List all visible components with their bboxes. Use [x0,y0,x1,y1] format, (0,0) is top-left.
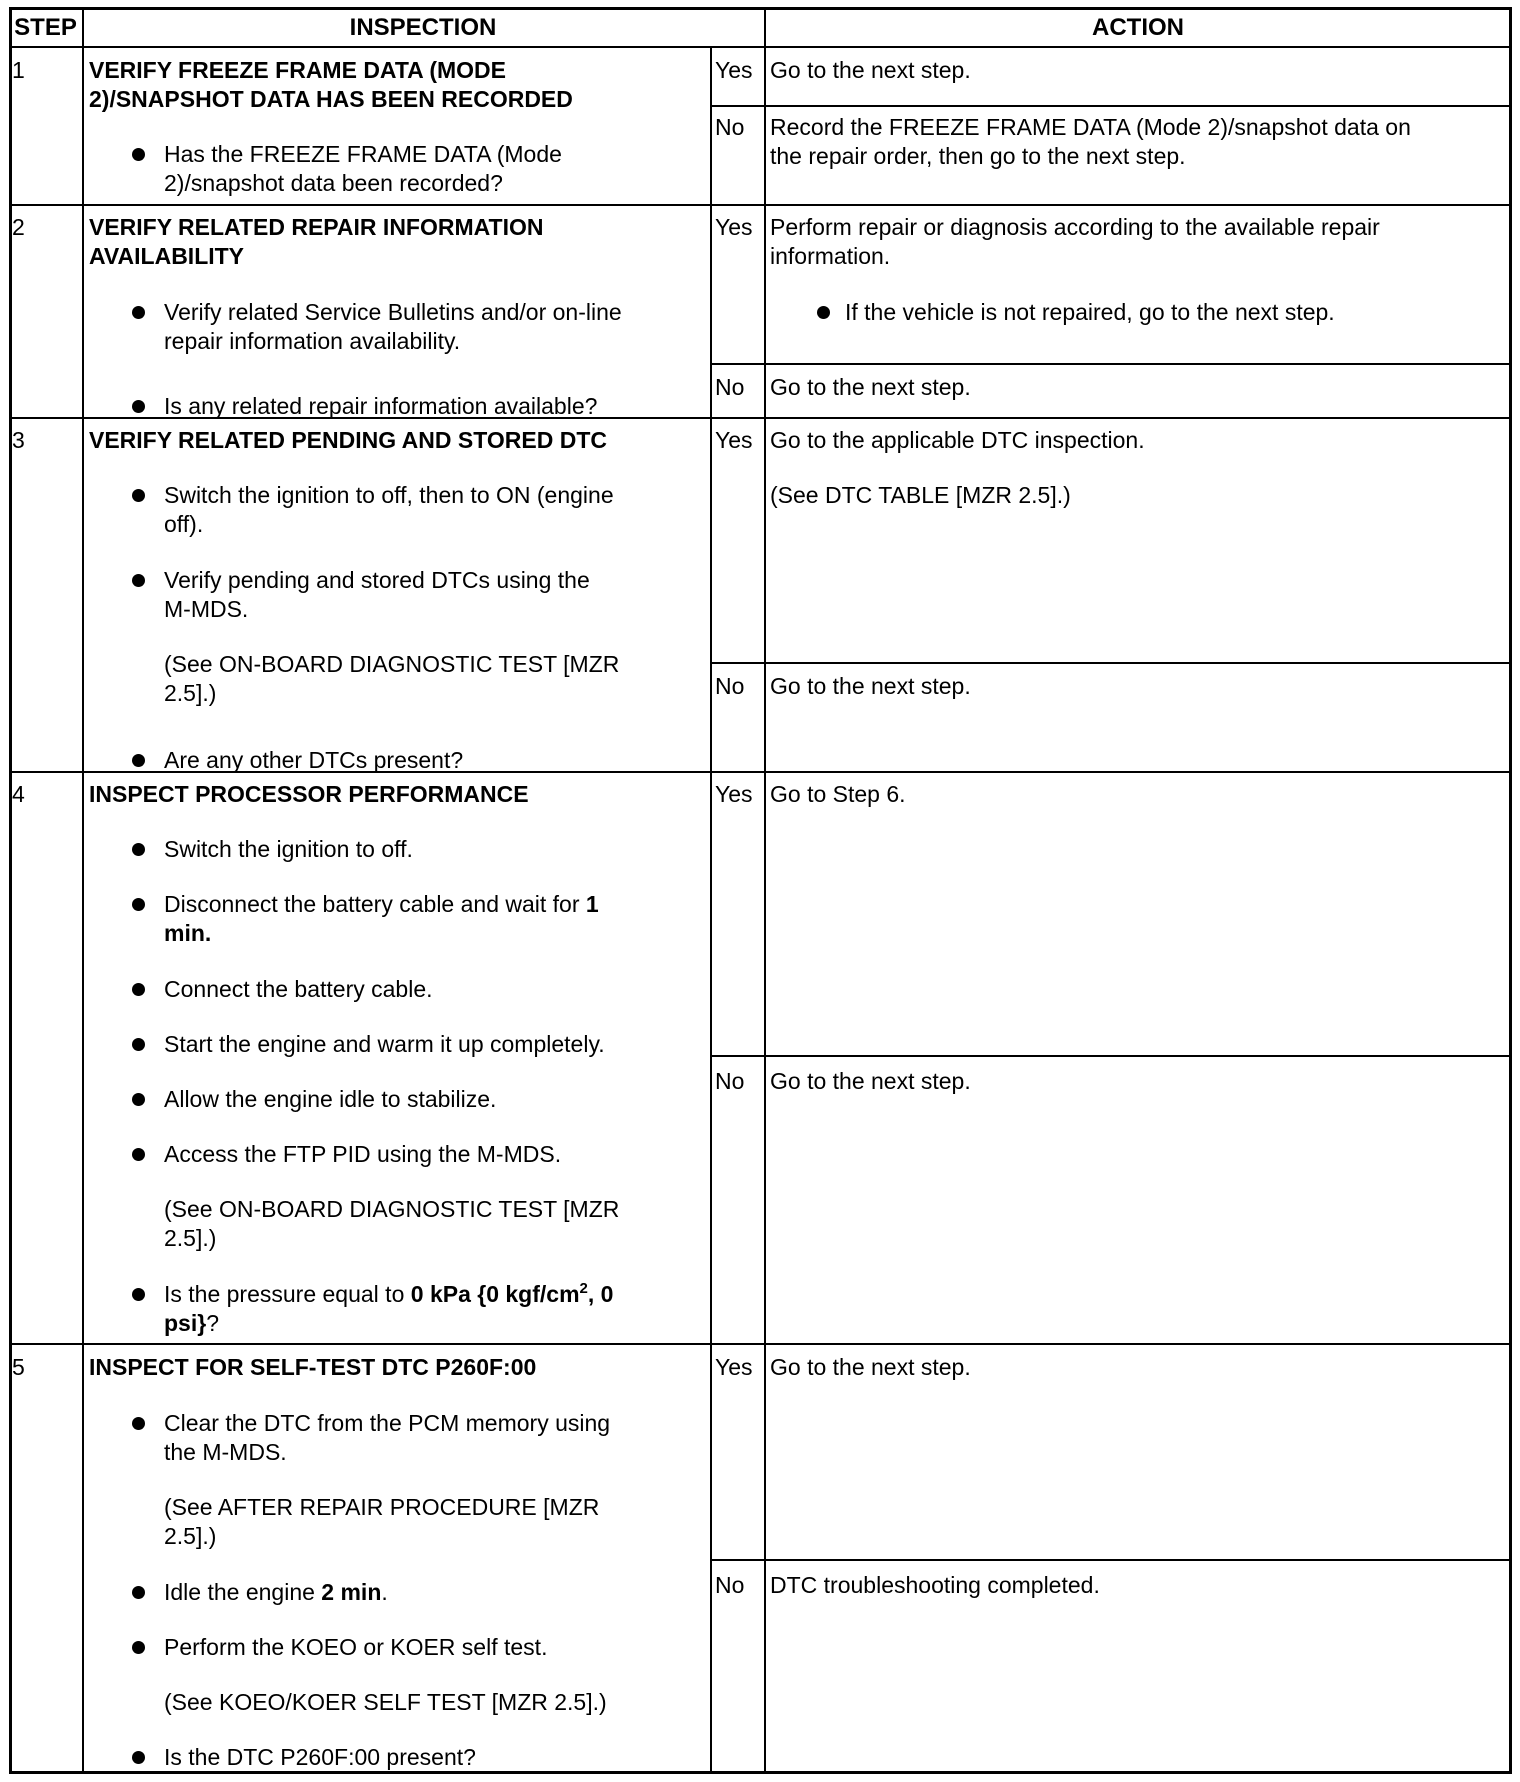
inspection-item: Allow the engine idle to stabilize. [164,1086,497,1112]
no-action: DTC troubleshooting completed. [770,1572,1100,1598]
inspection-item: Verify related Service Bulletins and/or on-line [164,299,622,325]
reference-text: (See AFTER REPAIR PROCEDURE [MZR [164,1494,600,1520]
yes-label: Yes [715,214,753,240]
bullet-icon [132,1417,145,1430]
bullet-icon [132,898,145,911]
item-value: 2 min [321,1579,382,1605]
item-text: Idle the engine [164,1579,322,1605]
inspection-item: off). [164,511,204,537]
bullet-icon [132,1586,145,1599]
yes-action: information. [770,243,891,269]
reference-text: (See KOEO/KOER SELF TEST [MZR 2.5].) [164,1689,607,1715]
header-step: STEP [14,14,77,41]
no-action: Go to the next step. [770,1068,971,1094]
yes-action: Go to Step 6. [770,781,906,807]
inspection-item: Is the DTC P260F:00 present? [164,1744,476,1770]
row4-bottom-border [9,1343,1512,1345]
no-label: No [715,1572,745,1598]
inspection-item: Switch the ignition to off. [164,836,413,862]
bullet-icon [132,489,145,502]
step-title: AVAILABILITY [89,243,245,269]
row2-yes-no-divider [710,363,1512,365]
bullet-icon [132,1148,145,1161]
reference-text: 2.5].) [164,1523,217,1549]
step-title: VERIFY RELATED REPAIR INFORMATION [89,214,544,240]
item-text: Disconnect the battery cable and wait for [164,891,586,917]
bullet-icon [132,1751,145,1764]
item-value: , 0 [587,1281,614,1307]
step-title: 2)/SNAPSHOT DATA HAS BEEN RECORDED [89,86,573,112]
row1-yes-no-divider [710,105,1512,107]
step-number: 3 [12,427,25,453]
inspection-item: Start the engine and warm it up completely. [164,1031,605,1057]
step-title: INSPECT FOR SELF-TEST DTC P260F:00 [89,1354,537,1380]
bullet-icon [132,1038,145,1051]
inspection-item: repair information availability. [164,328,461,354]
inspection-item: M-MDS. [164,596,249,622]
bullet-icon [132,1288,145,1301]
bullet-icon [817,306,830,319]
step-number: 1 [12,57,25,83]
row1-bottom-border [9,204,1512,206]
yes-label: Yes [715,781,753,807]
inspection-item [164,890,599,919]
item-text: Is the pressure equal to [164,1281,411,1307]
item-value: 1 [585,891,599,917]
reference-text: 2.5].) [164,1225,217,1251]
step-title: INSPECT PROCESSOR PERFORMANCE [89,781,529,807]
item-superscript: 2 [579,1280,588,1297]
yes-action: Go to the next step. [770,1354,971,1380]
yes-label: Yes [715,427,753,453]
item-text: ? [206,1310,219,1336]
inspection-item [164,1309,219,1338]
yes-label: Yes [715,57,753,83]
bullet-icon [132,306,145,319]
bullet-icon [132,400,145,413]
step-number: 4 [12,781,25,807]
inspection-item: Perform the KOEO or KOER self test. [164,1634,548,1660]
bullet-icon [132,1093,145,1106]
no-action: Record the FREEZE FRAME DATA (Mode 2)/snapshot data on [770,114,1411,140]
no-action: Go to the next step. [770,673,971,699]
row4-yes-no-divider [710,1055,1512,1057]
inspection-item: Has the FREEZE FRAME DATA (Mode [164,141,562,167]
bullet-icon [132,148,145,161]
reference-text: 2.5].) [164,680,217,706]
yes-label: Yes [715,1354,753,1380]
header-action: ACTION [1092,14,1184,41]
no-label: No [715,114,745,140]
bullet-icon [132,574,145,587]
col-divider-inspection [710,47,712,1774]
yes-action-bullet: If the vehicle is not repaired, go to the next step. [845,299,1335,325]
yes-action: Go to the applicable DTC inspection. [770,427,1145,453]
inspection-item: Connect the battery cable. [164,976,433,1002]
inspection-item [164,1280,613,1309]
reference-text: (See ON-BOARD DIAGNOSTIC TEST [MZR [164,651,620,677]
header-bottom-border [9,46,1512,48]
inspection-item [164,1578,388,1607]
step-number: 2 [12,214,25,240]
no-label: No [715,1068,745,1094]
inspection-table-wrapper [9,7,1512,1774]
row3-yes-no-divider [710,662,1512,664]
bullet-icon [132,843,145,856]
inspection-item: Clear the DTC from the PCM memory using [164,1410,611,1436]
step-title: VERIFY FREEZE FRAME DATA (MODE [89,57,506,83]
no-action: Go to the next step. [770,374,971,400]
header-inspection: INSPECTION [349,14,497,41]
yes-action: Perform repair or diagnosis according to the available repair [770,214,1380,240]
col-divider-step [82,7,84,1774]
row5-yes-no-divider [710,1559,1512,1561]
inspection-item: the M-MDS. [164,1439,287,1465]
no-label: No [715,673,745,699]
bullet-icon [132,1641,145,1654]
reference-text: (See ON-BOARD DIAGNOSTIC TEST [MZR [164,1196,620,1222]
bullet-icon [132,754,145,767]
inspection-item: Access the FTP PID using the M-MDS. [164,1141,562,1167]
bullet-icon [132,983,145,996]
col-divider-action [764,7,766,1774]
item-value: psi} [164,1310,207,1336]
no-label: No [715,374,745,400]
inspection-item: Switch the ignition to off, then to ON (engine [164,482,614,508]
inspection-item: 2)/snapshot data been recorded? [164,170,503,196]
item-value-unit: min. [164,920,212,946]
step-number: 5 [12,1354,25,1380]
inspection-item: Is any related repair information available? [164,393,598,419]
item-value: 0 kPa {0 kgf/cm [410,1281,580,1307]
no-action: the repair order, then go to the next step. [770,143,1186,169]
step-title: VERIFY RELATED PENDING AND STORED DTC [89,427,607,453]
yes-action-reference: (See DTC TABLE [MZR 2.5].) [770,482,1071,508]
inspection-item: Are any other DTCs present? [164,747,464,773]
inspection-item: Verify pending and stored DTCs using the [164,567,590,593]
item-text: . [381,1579,388,1605]
yes-action: Go to the next step. [770,57,971,83]
